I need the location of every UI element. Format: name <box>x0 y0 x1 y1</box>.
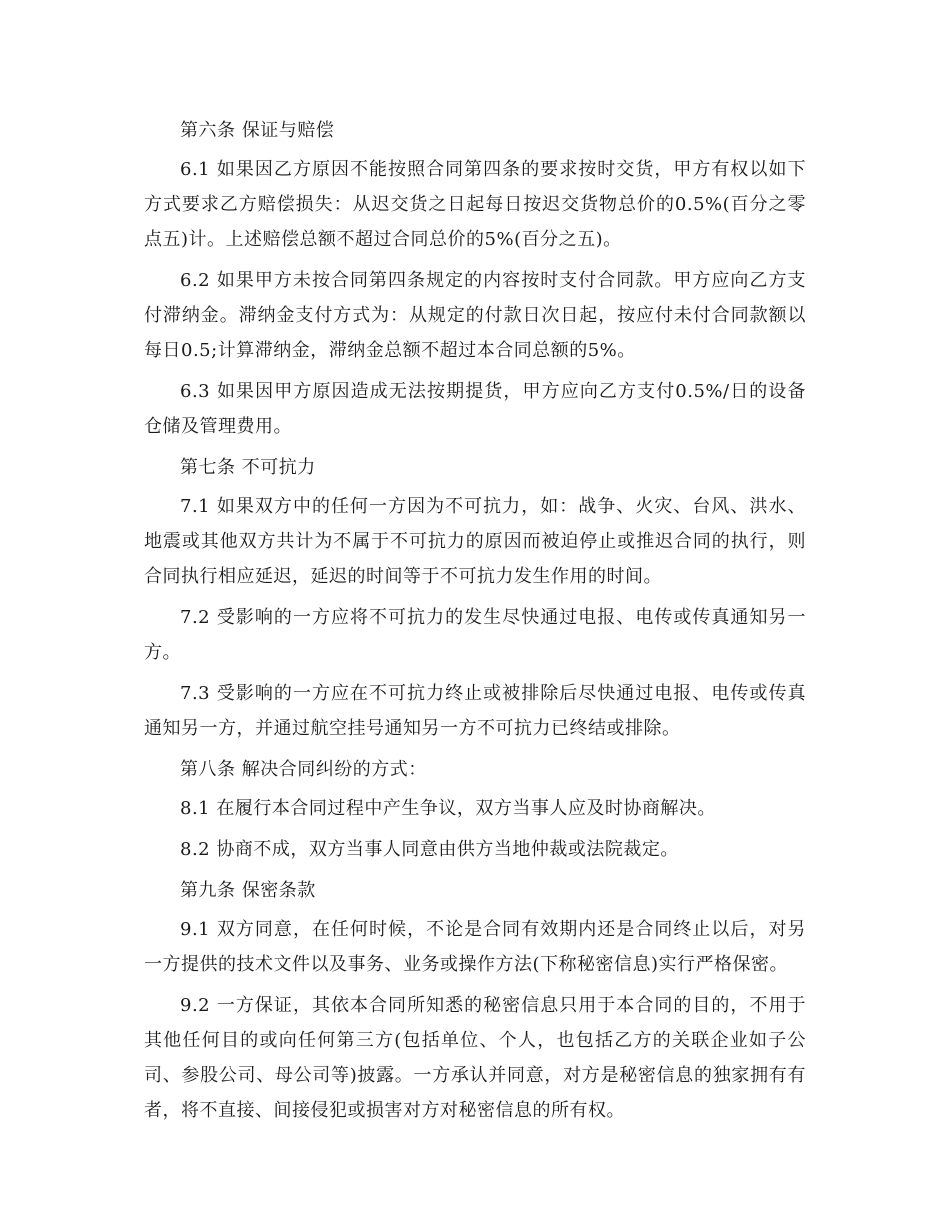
article-7-heading: 第七条 不可抗力 <box>180 457 316 478</box>
clause-6-1: 6.1 如果因乙方原因不能按照合同第四条的要求按时交货，甲方有权以如下方式要求乙方赔偿损失：从迟交货之日起每日按迟交货物总价的0.5%(百分之零点五)计。上述赔偿总额不超过合同总价的5%(百分之五)。 <box>144 159 806 250</box>
clause-7-2: 7.2 受影响的一方应将不可抗力的发生尽快通过电报、电传或传真通知另一方。 <box>144 607 806 663</box>
clause-6-2: 6.2 如果甲方未按合同第四条规定的内容按时支付合同款。甲方应向乙方支付滞纳金。滞纳金支付方式为：从规定的付款日次日起，按应付未付合同款额以每日0.5;计算滞纳金，滞纳金总额不超过本合同总额的5%。 <box>144 270 806 361</box>
article-9-heading: 第九条 保密条款 <box>180 880 316 901</box>
article-8-heading: 第八条 解决合同纠纷的方式： <box>180 759 427 780</box>
clause-6-3: 6.3 如果因甲方原因造成无法按期提货，甲方应向乙方支付0.5%/日的设备仓储及管理费用。 <box>144 381 806 437</box>
article-6-heading: 第六条 保证与赔偿 <box>180 120 335 141</box>
document-body <box>144 113 806 1134</box>
clause-9-2: 9.2 一方保证，其依本合同所知悉的秘密信息只用于本合同的目的，不用于其他任何目的或向任何第三方(包括单位、个人，也包括乙方的关联企业如子公司、参股公司、母公司等)披露。一方承认并同意，对方是秘密信息的独家拥有有者，将不直接、间接侵犯或损害对方对秘密信息的所有权。 <box>144 995 806 1121</box>
clause-7-3: 7.3 受影响的一方应在不可抗力终止或被排除后尽快通过电报、电传或传真通知另一方，并通过航空挂号通知另一方不可抗力已终结或排除。 <box>144 683 806 739</box>
clause-9-1: 9.1 双方同意，在任何时候，不论是合同有效期内还是合同终止以后，对另一方提供的技术文件以及事务、业务或操作方法(下称秘密信息)实行严格保密。 <box>144 919 806 975</box>
clause-7-1: 7.1 如果双方中的任何一方因为不可抗力，如：战争、火灾、台风、洪水、地震或其他双方共计为不属于不可抗力的原因而被迫停止或推迟合同的执行，则合同执行相应延迟，延迟的时间等于不可抗力发生作用的时间。 <box>144 496 806 587</box>
clause-8-1: 8.1 在履行本合同过程中产生争议，双方当事人应及时协商解决。 <box>180 798 716 819</box>
clause-8-2: 8.2 协商不成，双方当事人同意由供方当地仲裁或法院裁定。 <box>180 839 679 860</box>
